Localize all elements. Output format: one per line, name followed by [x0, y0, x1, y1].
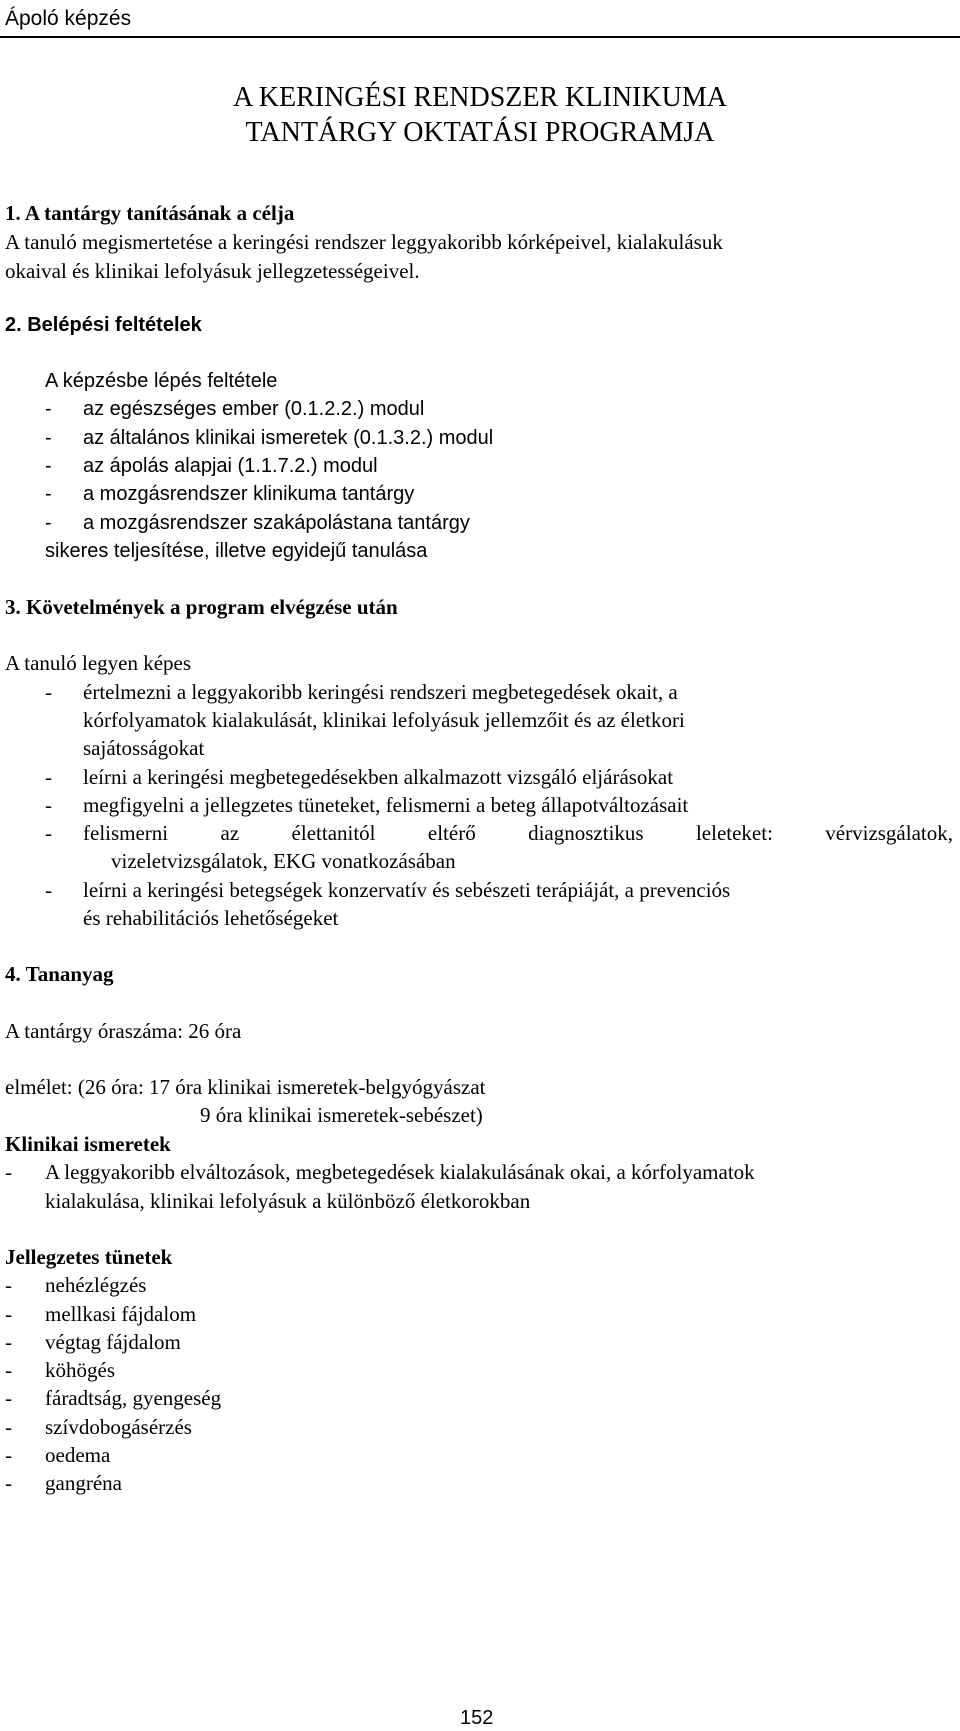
symptom-item: nehézlégzés [45, 1273, 147, 1297]
symptom-dash: - [5, 1415, 12, 1439]
prereq-dash: - [45, 455, 52, 477]
symptom-item: köhögés [45, 1358, 115, 1382]
prereq-item: az egészséges ember (0.1.2.2.) modul [83, 398, 425, 420]
req-3: megfigyelni a jellegzetes tüneteket, felismerni a beteg állapotváltozásait [83, 793, 689, 817]
req-1-line-1: értelmezni a leggyakoribb keringési rendszeri megbetegedések okait, a [83, 680, 678, 704]
req-dash: - [45, 680, 52, 704]
req-1-line-2: kórfolyamatok kialakulását, klinikai lefolyásuk jellemzőit és az életkori [83, 708, 685, 732]
prereq-dash: - [45, 512, 52, 534]
symptom-dash: - [5, 1443, 12, 1467]
req-dash: - [45, 878, 52, 902]
req-5-line-2: és rehabilitációs lehetőségeket [83, 906, 339, 930]
symptom-item: fáradtság, gyengeség [45, 1386, 222, 1410]
symptom-dash: - [5, 1358, 12, 1382]
req-4-line-2: vizeletvizsgálatok, EKG vonatkozásában [111, 849, 456, 873]
symptom-item: gangréna [45, 1471, 122, 1495]
clinical-line-1: A leggyakoribb elváltozások, megbetegedések kialakulásának okai, a kórfolyamatok [45, 1160, 755, 1184]
prereq-item: az általános klinikai ismeretek (0.1.3.2.) modul [83, 427, 494, 449]
title-line-1: A KERINGÉSI RENDSZER KLINIKUMA [233, 82, 727, 113]
symptoms-heading: Jellegzetes tünetek [5, 1245, 173, 1269]
req-5-line-1: leírni a keringési betegségek konzervatív és sebészeti terápiáját, a prevenciós [83, 878, 731, 902]
prereq-item: a mozgásrendszer szakápolástana tantárgy [83, 512, 470, 534]
req-4-line-1: felismerni az élettanitól eltérő diagnosztikus leleteket: vérvizsgálatok, [83, 821, 953, 845]
page-number: 152 [460, 1707, 494, 1729]
clinical-line-2: kialakulása, klinikai lefolyásuk a különböző életkorokban [45, 1189, 531, 1213]
symptom-item: végtag fájdalom [45, 1330, 181, 1354]
theory-line-1: elmélet: (26 óra: 17 óra klinikai ismeretek-belgyógyászat [5, 1075, 486, 1099]
section-1-text-line-2: okaival és klinikai lefolyásuk jellegzetességeivel. [5, 259, 420, 283]
symptom-dash: - [5, 1471, 12, 1495]
section-4-heading: 4. Tananyag [5, 962, 114, 986]
prereq-item: az ápolás alapjai (1.1.7.2.) modul [83, 455, 378, 477]
symptom-item: szívdobogásérzés [45, 1415, 192, 1439]
prereq-dash: - [45, 483, 52, 505]
section-2-outro: sikeres teljesítése, illetve egyidejű tanulása [45, 540, 428, 562]
section-2-heading: 2. Belépési feltételek [5, 314, 202, 336]
section-3-intro: A tanuló legyen képes [5, 651, 192, 675]
page-title [0, 80, 960, 150]
req-1-line-3: sajátosságokat [83, 736, 205, 760]
symptom-dash: - [5, 1330, 12, 1354]
symptom-item: mellkasi fájdalom [45, 1302, 197, 1326]
prereq-item: a mozgásrendszer klinikuma tantárgy [83, 483, 415, 505]
symptom-dash: - [5, 1273, 12, 1297]
symptom-item: oedema [45, 1443, 111, 1467]
section-1-heading: 1. A tantárgy tanításának a célja [5, 201, 295, 225]
prereq-dash: - [45, 398, 52, 420]
req-dash: - [45, 821, 52, 845]
symptom-dash: - [5, 1302, 12, 1326]
section-1-text-line-1: A tanuló megismertetése a keringési rendszer leggyakoribb kórképeivel, kialakulásuk [5, 230, 723, 254]
clinical-dash: - [5, 1160, 12, 1184]
running-title: Ápoló képzés [5, 7, 132, 30]
section-2-intro: A képzésbe lépés feltétele [45, 370, 278, 392]
symptom-dash: - [5, 1386, 12, 1410]
clinical-heading: Klinikai ismeretek [5, 1132, 171, 1156]
req-dash: - [45, 793, 52, 817]
req-dash: - [45, 765, 52, 789]
req-2: leírni a keringési megbetegedésekben alkalmazott vizsgáló eljárásokat [83, 765, 674, 789]
prereq-dash: - [45, 427, 52, 449]
title-line-2: TANTÁRGY OKTATÁSI PROGRAMJA [245, 117, 715, 148]
course-hours: A tantárgy óraszáma: 26 óra [5, 1019, 242, 1043]
running-header [0, 6, 960, 38]
theory-line-2: 9 óra klinikai ismeretek-sebészet) [200, 1103, 483, 1127]
section-3-heading: 3. Követelmények a program elvégzése után [5, 595, 398, 619]
